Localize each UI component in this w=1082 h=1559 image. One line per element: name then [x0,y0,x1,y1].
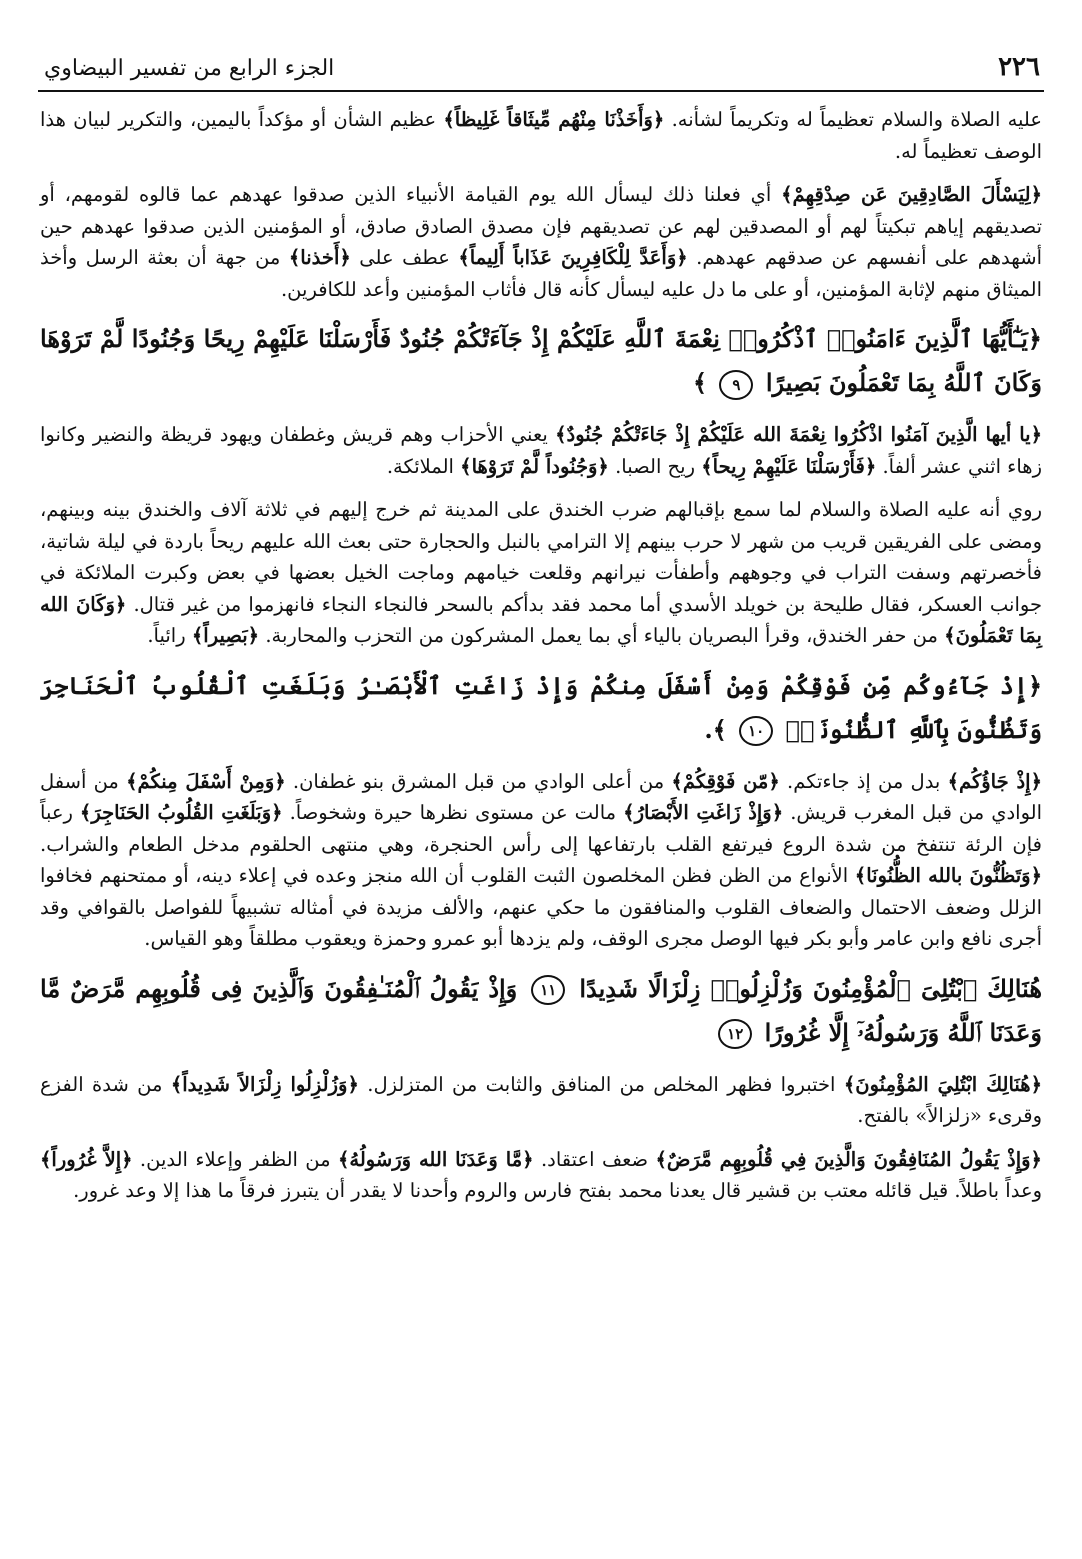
commentary-text: أي فعلنا ذلك ليسأل الله يوم القيامة الأنبياء الذين صدقوا عهدهم عما قالوه لقومهم، أو تصديقهم إياهم تبكيتاً لهم أو المصدقين لهم عن تصديقهم فإن مصدق الصادق صادق، أو المؤمنين الذين صدقوا عهدهم حين أشهدهم على أنفسهم عن صدقهم عهدهم. [40,183,1043,269]
commentary-text: ضعف اعتقاد. [540,1147,649,1171]
verse-text: ﴿إِذْ جَآءُوكُم مِّن فَوْقِكُمْ وَمِنْ أَسْفَلَ مِنكُمْ وَإِذْ زَاغَتِ ٱلْأَبْصَـٰرُ وَبَلَغَتِ ٱلْقُلُوبُ ٱلْحَنَاجِرَ وَتَظُنُّونَ بِٱللَّهِ ٱلظُّنُونَا۠ [40,670,1042,744]
running-title: الجزء الرابع من تفسير البيضاوي [44,56,335,81]
verse-number-11: ١١ [531,975,565,1005]
commentary-text: رائياً. [147,624,186,647]
quran-quote: ﴿مَّا وَعَدَنَا الله وَرَسُولُهُ﴾ [337,1147,534,1171]
paragraph-5 [40,766,1042,955]
commentary-text: الأنواع من الظن فظن المخلصون الثبت القلوب أن الله منجز وعده في إعلاء دينه، أو ممتحنهم فخافوا الزلل وضعف الاحتمال والضعاف القلوب والمنافقون ما حكي عنهم، والألف مزيدة في أمثاله تشبيهاً للفواصل بالقوافي وقد أجرى نافع وابن عامر وأبو بكر فيها الوصل مجرى الوقف، ولم يزدها أبو عمرو وحمزة ويعقوب مطلقاً وهو القياس. [40,864,1042,950]
quran-quote: ﴿وَإِذْ يَقُولُ المُنَافِقُونَ وَالَّذِينَ فِي قُلُوبِهِم مَّرَضٌ﴾ [655,1147,1042,1171]
verse-end-bracket: ﴾. [704,714,727,744]
quran-quote: ﴿وَإِذْ زَاغَتِ الأَبْصَارُ﴾ [623,801,784,824]
verse-end-bracket: ﴾ [693,368,708,397]
quran-quote: ﴿فَأَرْسَلْنَا عَلَيْهِمْ رِيحاً﴾ [701,454,877,478]
verse-block-1 [40,317,1042,405]
commentary-text: من أعلى الوادي من قبل المشرق بنو غطفان. [292,769,665,793]
quran-quote: ﴿وَتَظُنُّونَ بالله الظُّنُونَا﴾ [854,864,1042,887]
page-header [38,50,1044,92]
quran-quote: ﴿إِلاَّ غُرُوراً﴾ [40,1147,133,1171]
verse-number-12: ١٢ [718,1019,752,1049]
commentary-text: من أسفل الوادي من قبل المغرب قريش. [40,769,1043,824]
page-content [40,104,1042,1219]
quran-quote: ﴿أَخذنا﴾ [288,246,351,269]
verse-text: ﴿يَـٰٓأَيُّهَا ٱلَّذِينَ ءَامَنُوا۟ ٱذْكُرُوا۟ نِعْمَةَ ٱللَّهِ عَلَيْكُمْ إِذْ جَآءَتْكُمْ جُنُودٌ فَأَرْسَلْنَا عَلَيْهِمْ رِيحًا وَجُنُودًا لَّمْ تَرَوْهَا وَكَانَ ٱللَّهُ بِمَا تَعْمَلُونَ بَصِيرًا [40,324,1042,397]
quran-quote: ﴿مّن فَوْقِكُمْ﴾ [671,769,780,793]
paragraph-7 [40,1144,1042,1207]
quran-quote: ﴿وَجُنُوداً لَّمْ تَرَوْهَا﴾ [460,454,609,478]
quran-quote: ﴿لِيَسْأَلَ الصَّادِقِينَ عَن صِدْقِهِمْ﴾ [781,183,1042,206]
commentary-text: روي أنه عليه الصلاة والسلام لما سمع بإقبالهم ضرب الخندق على المدينة ثم خرج إليهم في ثلاثة آلاف والخندق بينه وبينهم، ومضى على الفريقين قريب من شهر لا حرب بينهم إلا الترامي بالنبل والحجارة حتى بعث الله عليهم ريحاً باردة في ليلة شاتية، فأخصرتهم وسفت التراب في وجوههم وأطفأت نيرانهم وقلعت خيامهم وماجت الخيل بعضها في بعض وكبرت الملائكة في جوانب العسكر، فقال طليحة بن خويلد الأسدي أما محمد فقد بدأكم بالسحر فالنجاء النجاء فانهزموا من غير قتال. [40,498,1042,616]
verse-text: هُنَالِكَ ٱبْتُلِىَ ٱلْمُؤْمِنُونَ وَزُلْزِلُوا۟ زِلْزَالًا شَدِيدًا [579,973,1043,1003]
verse-number-10: ١٠ [739,716,773,746]
verse-block-3 [40,967,1042,1055]
page-number: ٢٢٦ [998,52,1040,82]
quran-quote: ﴿وَزُلْزِلُوا زِلْزَالاً شَدِيداً﴾ [170,1072,359,1096]
quran-quote: ﴿يا أيها الَّذِينَ آمَنُوا اذْكُرُوا نِعْمَةَ الله عَلَيْكُمْ إِذْ جَاءَتْكُمْ جُنُودٌ﴾ [555,423,1042,446]
paragraph-2 [40,179,1042,305]
commentary-text: ريح الصبا. [615,454,695,478]
commentary-text: وعداً باطلاً. قيل قائله معتب بن قشير قال يعدنا محمد بفتح فارس والروم وأحدنا لا يقدر أن يتبرز فرقاً ما هذا إلا وعد غرور. [73,1179,1042,1202]
commentary-text: اختبروا فظهر المخلص من المنافق والثابت من المتزلزل. [367,1072,836,1096]
commentary-text: بدل من إذ جاءتكم. [787,769,941,793]
commentary-text: من شدة الفزع وقرىء «زلزالاً» بالفتح. [40,1072,1042,1127]
paragraph-4 [40,494,1042,652]
paragraph-6 [40,1069,1042,1132]
quran-quote: ﴿بَصِيراً﴾ [191,624,260,647]
paragraph-1 [40,104,1042,167]
commentary-text: عطف على [359,246,450,269]
commentary-text: عليه الصلاة والسلام تعظيماً له وتكريماً لشأنه. [671,108,1043,131]
commentary-text: يعني الأحزاب وهم قريش وغطفان ويهود قريظة والنضير وكانوا زهاء اثني عشر ألفاً. [40,423,1042,478]
quran-quote: ﴿وَمِنْ أَسْفَلَ مِنكُمْ﴾ [126,769,286,793]
commentary-text: الملائكة. [386,454,454,478]
quran-quote: ﴿وَأَخَذْنَا مِنْهُم مِّيثَاقاً غَلِيظاً﴾ [443,108,665,131]
commentary-text: عظيم الشأن أو مؤكداً باليمين، والتكرير لبيان هذا الوصف تعظيماً له. [40,108,1042,163]
quran-quote: ﴿وَأَعَدَّ لِلْكَافِرِينَ عَذَاباً أَلِيماً﴾ [458,246,688,269]
verse-number-9: ٩ [719,370,753,400]
verse-text: وَإِذْ يَقُولُ ٱلْمُنَـٰفِقُونَ وَٱلَّذِينَ فِى قُلُوبِهِم مَّرَضٌ مَّا وَعَدَنَا ٱللَّهُ وَرَسُولُهُۥٓ إِلَّا غُرُورًا [40,973,1042,1047]
paragraph-3 [40,419,1042,482]
commentary-text: رعباً فإن الرئة تنتفخ من شدة الروع فيرتفع القلب بارتفاعها إلى رأس الحنجرة، وهي منتهى الحلقوم مدخل الطعام والشراب. [40,801,1042,856]
quran-quote: ﴿وَكَانَ الله بِمَا تَعْمَلُونَ﴾ [40,592,1042,647]
commentary-text: من الظفر وإعلاء الدين. [139,1147,331,1171]
verse-block-2 [40,664,1042,752]
quran-quote: ﴿إِذْ جَاؤُكُم﴾ [947,769,1042,793]
quran-quote: ﴿وَبَلَغَتِ القُلُوبُ الحَنَاجِرَ﴾ [79,801,283,824]
quran-quote: ﴿هُنَالِكَ ابْتُلِيَ المُؤْمِنُونَ﴾ [843,1072,1042,1096]
commentary-text: مالت عن مستوى نظرها حيرة وشخوصاً. [289,801,617,824]
commentary-text: من حفر الخندق، وقرأ البصريان بالياء أي بما يعمل المشركون من التحزب والمحاربة. [265,624,938,647]
commentary-text: من جهة أن بعثة الرسل وأخذ الميثاق منهم لإثابة المؤمنين، أو على ما دل عليه ليسأل كأنه قال فأثاب المؤمنين وأعد للكافرين. [40,246,1042,301]
